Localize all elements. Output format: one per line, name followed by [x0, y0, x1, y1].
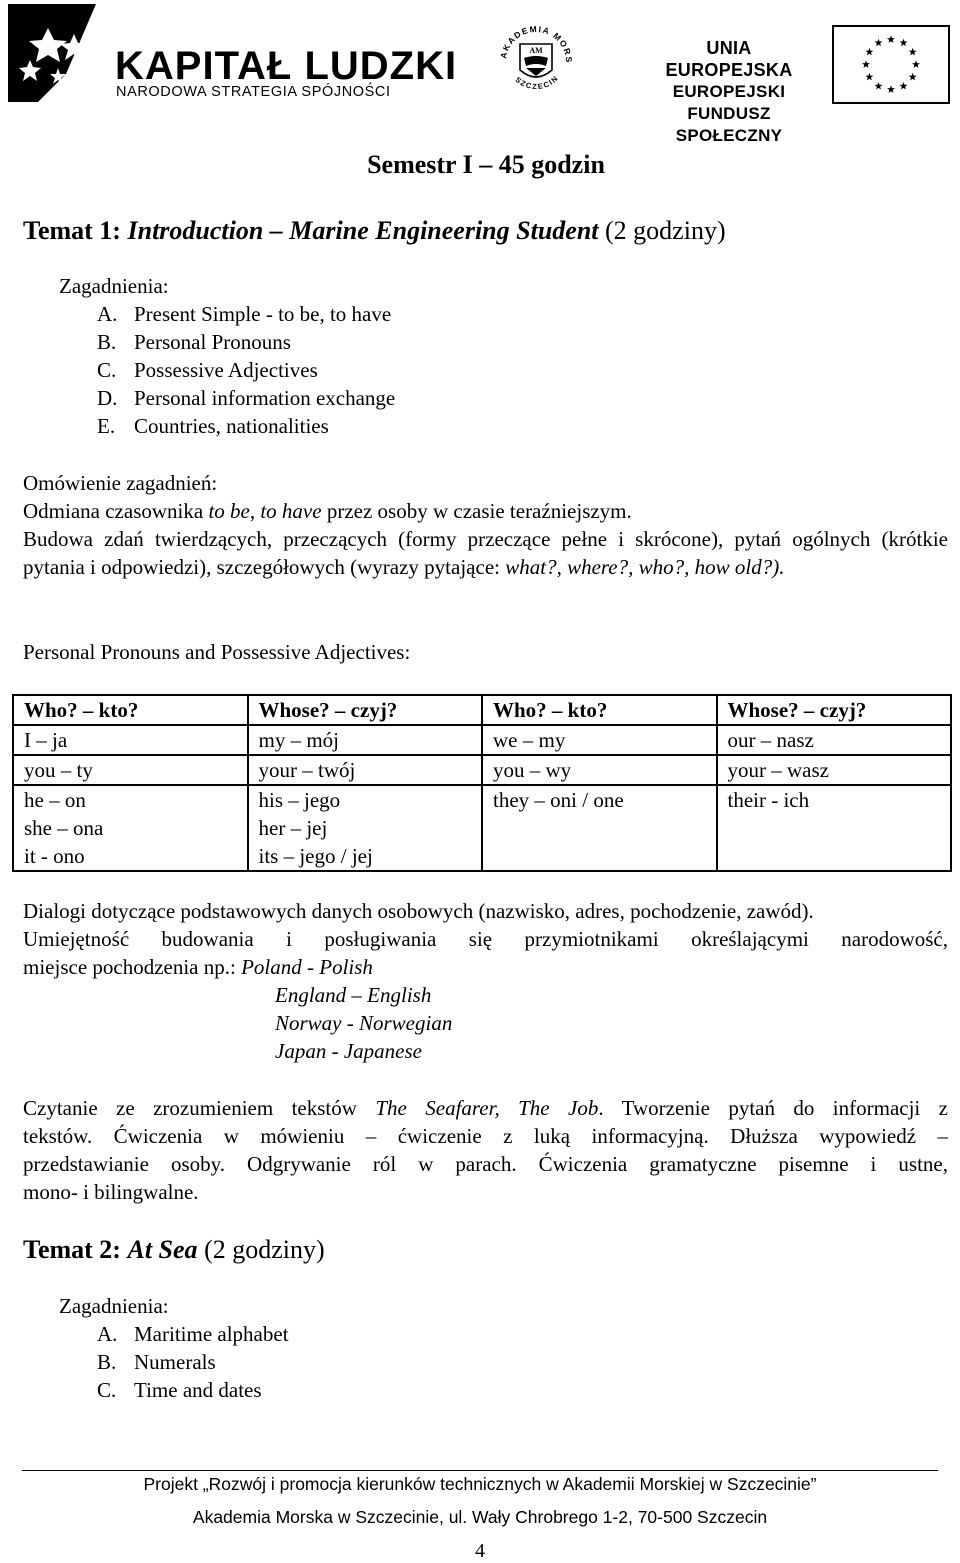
table-cell: your – twój — [248, 755, 483, 785]
text-run-italic: The Seafarer, The Job — [375, 1096, 599, 1120]
cell-line: its – jego / jej — [258, 844, 373, 868]
adjectives-intro-line-1: Umiejętność budowania i posługiwania się przymiotnikami określającymi narodowość, — [23, 927, 948, 951]
nationality-examples — [275, 981, 452, 1065]
svg-text:AKADEMIA MORSKA: AKADEMIA MORS — [498, 23, 575, 64]
topic-2-heading — [23, 1235, 325, 1265]
issue-marker: D. — [97, 386, 118, 410]
footer-address: Akademia Morska w Szczecinie, ul. Wały Chrobrego 1-2, 70-500 Szczecin — [192, 1507, 768, 1527]
eu-line-3: FUNDUSZ SPOŁECZNY — [675, 104, 783, 145]
cell-line: her – jej — [258, 816, 328, 840]
dialogues-paragraph: Dialogi dotyczące podstawowych danych osobowych (nazwisko, adres, pochodzenie, zawód). — [23, 899, 814, 923]
issue-item — [97, 1376, 289, 1404]
topic-2-title: At Sea — [127, 1235, 198, 1264]
text-run: miejsce pochodzenia np.: — [23, 955, 242, 979]
akademia-morska-seal-icon — [496, 18, 576, 104]
topic-1-hours: (2 godziny) — [598, 216, 726, 245]
text-run: Czytanie ze zrozumieniem tekstów — [23, 1096, 376, 1120]
topic-1-issues-label: Zagadnienia: — [59, 274, 169, 298]
table-cell — [248, 785, 483, 871]
footer-divider — [22, 1470, 938, 1471]
topic-1-issues-list — [97, 300, 395, 440]
table-row — [13, 725, 951, 755]
topic-2-issues-label: Zagadnienia: — [59, 1294, 169, 1318]
eu-line-1: UNIA EUROPEJSKA — [665, 38, 793, 80]
issue-item — [97, 328, 395, 356]
issue-item — [97, 1320, 289, 1348]
page-title: Semestr I – 45 godzin — [367, 150, 605, 179]
table-cell — [13, 785, 248, 871]
cell-line: it - ono — [24, 844, 85, 868]
issue-text: Possessive Adjectives — [134, 358, 318, 382]
issue-marker: B. — [97, 330, 117, 354]
nationality-example: Norway - Norwegian — [275, 1011, 453, 1035]
discussion-paragraph-2 — [23, 525, 948, 581]
reading-line-4: mono- i bilingwalne. — [23, 1180, 199, 1204]
reading-line-2: tekstów. Ćwiczenia w mówieniu – ćwiczenie z luką informacyjną. Dłuższa wypowiedź – — [23, 1124, 948, 1148]
topic-2-hours: (2 godziny) — [197, 1235, 325, 1264]
issue-text: Countries, nationalities — [134, 414, 329, 438]
text-run: Odmiana czasownika — [23, 499, 209, 523]
pronouns-table — [12, 694, 952, 872]
discussion-paragraph-1 — [23, 497, 632, 525]
topic-1-heading — [23, 216, 726, 246]
issue-text: Personal Pronouns — [134, 330, 291, 354]
table-caption: Personal Pronouns and Possessive Adjectives: — [23, 640, 411, 664]
table-header-cell: Who? – kto? — [482, 695, 717, 725]
svg-text:AM: AM — [529, 46, 543, 55]
topic-2-issues-list — [97, 1320, 289, 1404]
table-header-cell: Whose? – czyj? — [248, 695, 483, 725]
reading-line-1 — [23, 1094, 948, 1122]
issue-item — [97, 356, 395, 384]
table-cell: I – ja — [13, 725, 248, 755]
eu-stars-icon — [832, 25, 950, 104]
issue-marker: E. — [97, 414, 116, 438]
table-row — [13, 785, 951, 871]
table-cell: we – my — [482, 725, 717, 755]
text-run-italic: to be — [208, 499, 250, 523]
text-run: , — [249, 499, 261, 523]
kapital-ludzki-stars-icon — [8, 4, 103, 104]
page-number: 4 — [475, 1540, 485, 1562]
nationality-example: Poland - Polish — [241, 955, 373, 979]
footer-project: Projekt „Rozwój i promocja kierunków technicznych w Akademii Morskiej w Szczecinie” — [143, 1474, 817, 1494]
kapital-ludzki-logo — [8, 4, 458, 106]
nationality-example: Japan - Japanese — [275, 1039, 422, 1063]
issue-text: Maritime alphabet — [134, 1322, 289, 1346]
table-cell: you – ty — [13, 755, 248, 785]
issue-item — [97, 300, 395, 328]
table-header-cell: Whose? – czyj? — [717, 695, 952, 725]
issue-text: Personal information exchange — [134, 386, 396, 410]
cell-line: his – jego — [258, 788, 341, 812]
adjectives-intro-line-2 — [23, 953, 373, 981]
issue-marker: B. — [97, 1350, 117, 1374]
kapital-ludzki-subtitle: NARODOWA STRATEGIA SPÓJNOŚCI — [116, 84, 391, 100]
issue-marker: A. — [97, 302, 118, 326]
issue-marker: C. — [97, 1378, 117, 1402]
table-row — [13, 755, 951, 785]
issue-text: Numerals — [134, 1350, 216, 1374]
table-cell: my – mój — [248, 725, 483, 755]
table-cell: our – nasz — [717, 725, 952, 755]
cell-line: he – on — [24, 788, 86, 812]
cell-line: she – ona — [24, 816, 104, 840]
issue-item — [97, 384, 395, 412]
topic-2-prefix: Temat 2: — [23, 1235, 128, 1264]
issue-item — [97, 1348, 289, 1376]
issue-text: Present Simple - to be, to have — [134, 302, 392, 326]
text-run-italic: what?, where?, who?, how old?). — [505, 555, 785, 579]
text-run: Budowa zdań twierdzących, przeczących (formy przeczące pełne i skrócone), pytań ogólnych (krótkie pytania i odpowiedzi), szczegółowych (wyrazy pytające: — [23, 527, 948, 579]
svg-text:SZCZECIN: SZCZECIN — [513, 73, 561, 92]
text-run: przez osoby w czasie teraźniejszym. — [321, 499, 632, 523]
table-cell: you – wy — [482, 755, 717, 785]
reading-paragraph — [23, 1094, 948, 1206]
table-cell: your – wasz — [717, 755, 952, 785]
eu-line-2: EUROPEJSKI — [672, 82, 786, 101]
table-header-row — [13, 695, 951, 725]
nationality-example: England – English — [275, 983, 432, 1007]
akademia-morska-seal — [496, 18, 576, 104]
table-cell: they – oni / one — [482, 785, 717, 871]
issue-text: Time and dates — [134, 1378, 262, 1402]
table-cell: their - ich — [717, 785, 952, 871]
issue-item — [97, 412, 395, 440]
discussion-label: Omówienie zagadnień: — [23, 471, 218, 495]
kapital-ludzki-title: KAPITAŁ LUDZKI — [115, 44, 458, 88]
reading-line-3: przedstawianie osoby. Odgrywanie ról w parach. Ćwiczenia gramatyczne pisemne i ustne, — [23, 1152, 948, 1176]
topic-1-title: Introduction – Marine Engineering Student — [127, 216, 599, 245]
text-run: . Tworzenie pytań do informacji z — [598, 1096, 948, 1120]
topic-1-prefix: Temat 1: — [23, 216, 128, 245]
eu-text — [641, 37, 817, 147]
issue-marker: A. — [97, 1322, 118, 1346]
text-run-italic: to have — [260, 499, 322, 523]
issue-marker: C. — [97, 358, 117, 382]
table-header-cell: Who? – kto? — [13, 695, 248, 725]
eu-flag — [832, 25, 950, 104]
